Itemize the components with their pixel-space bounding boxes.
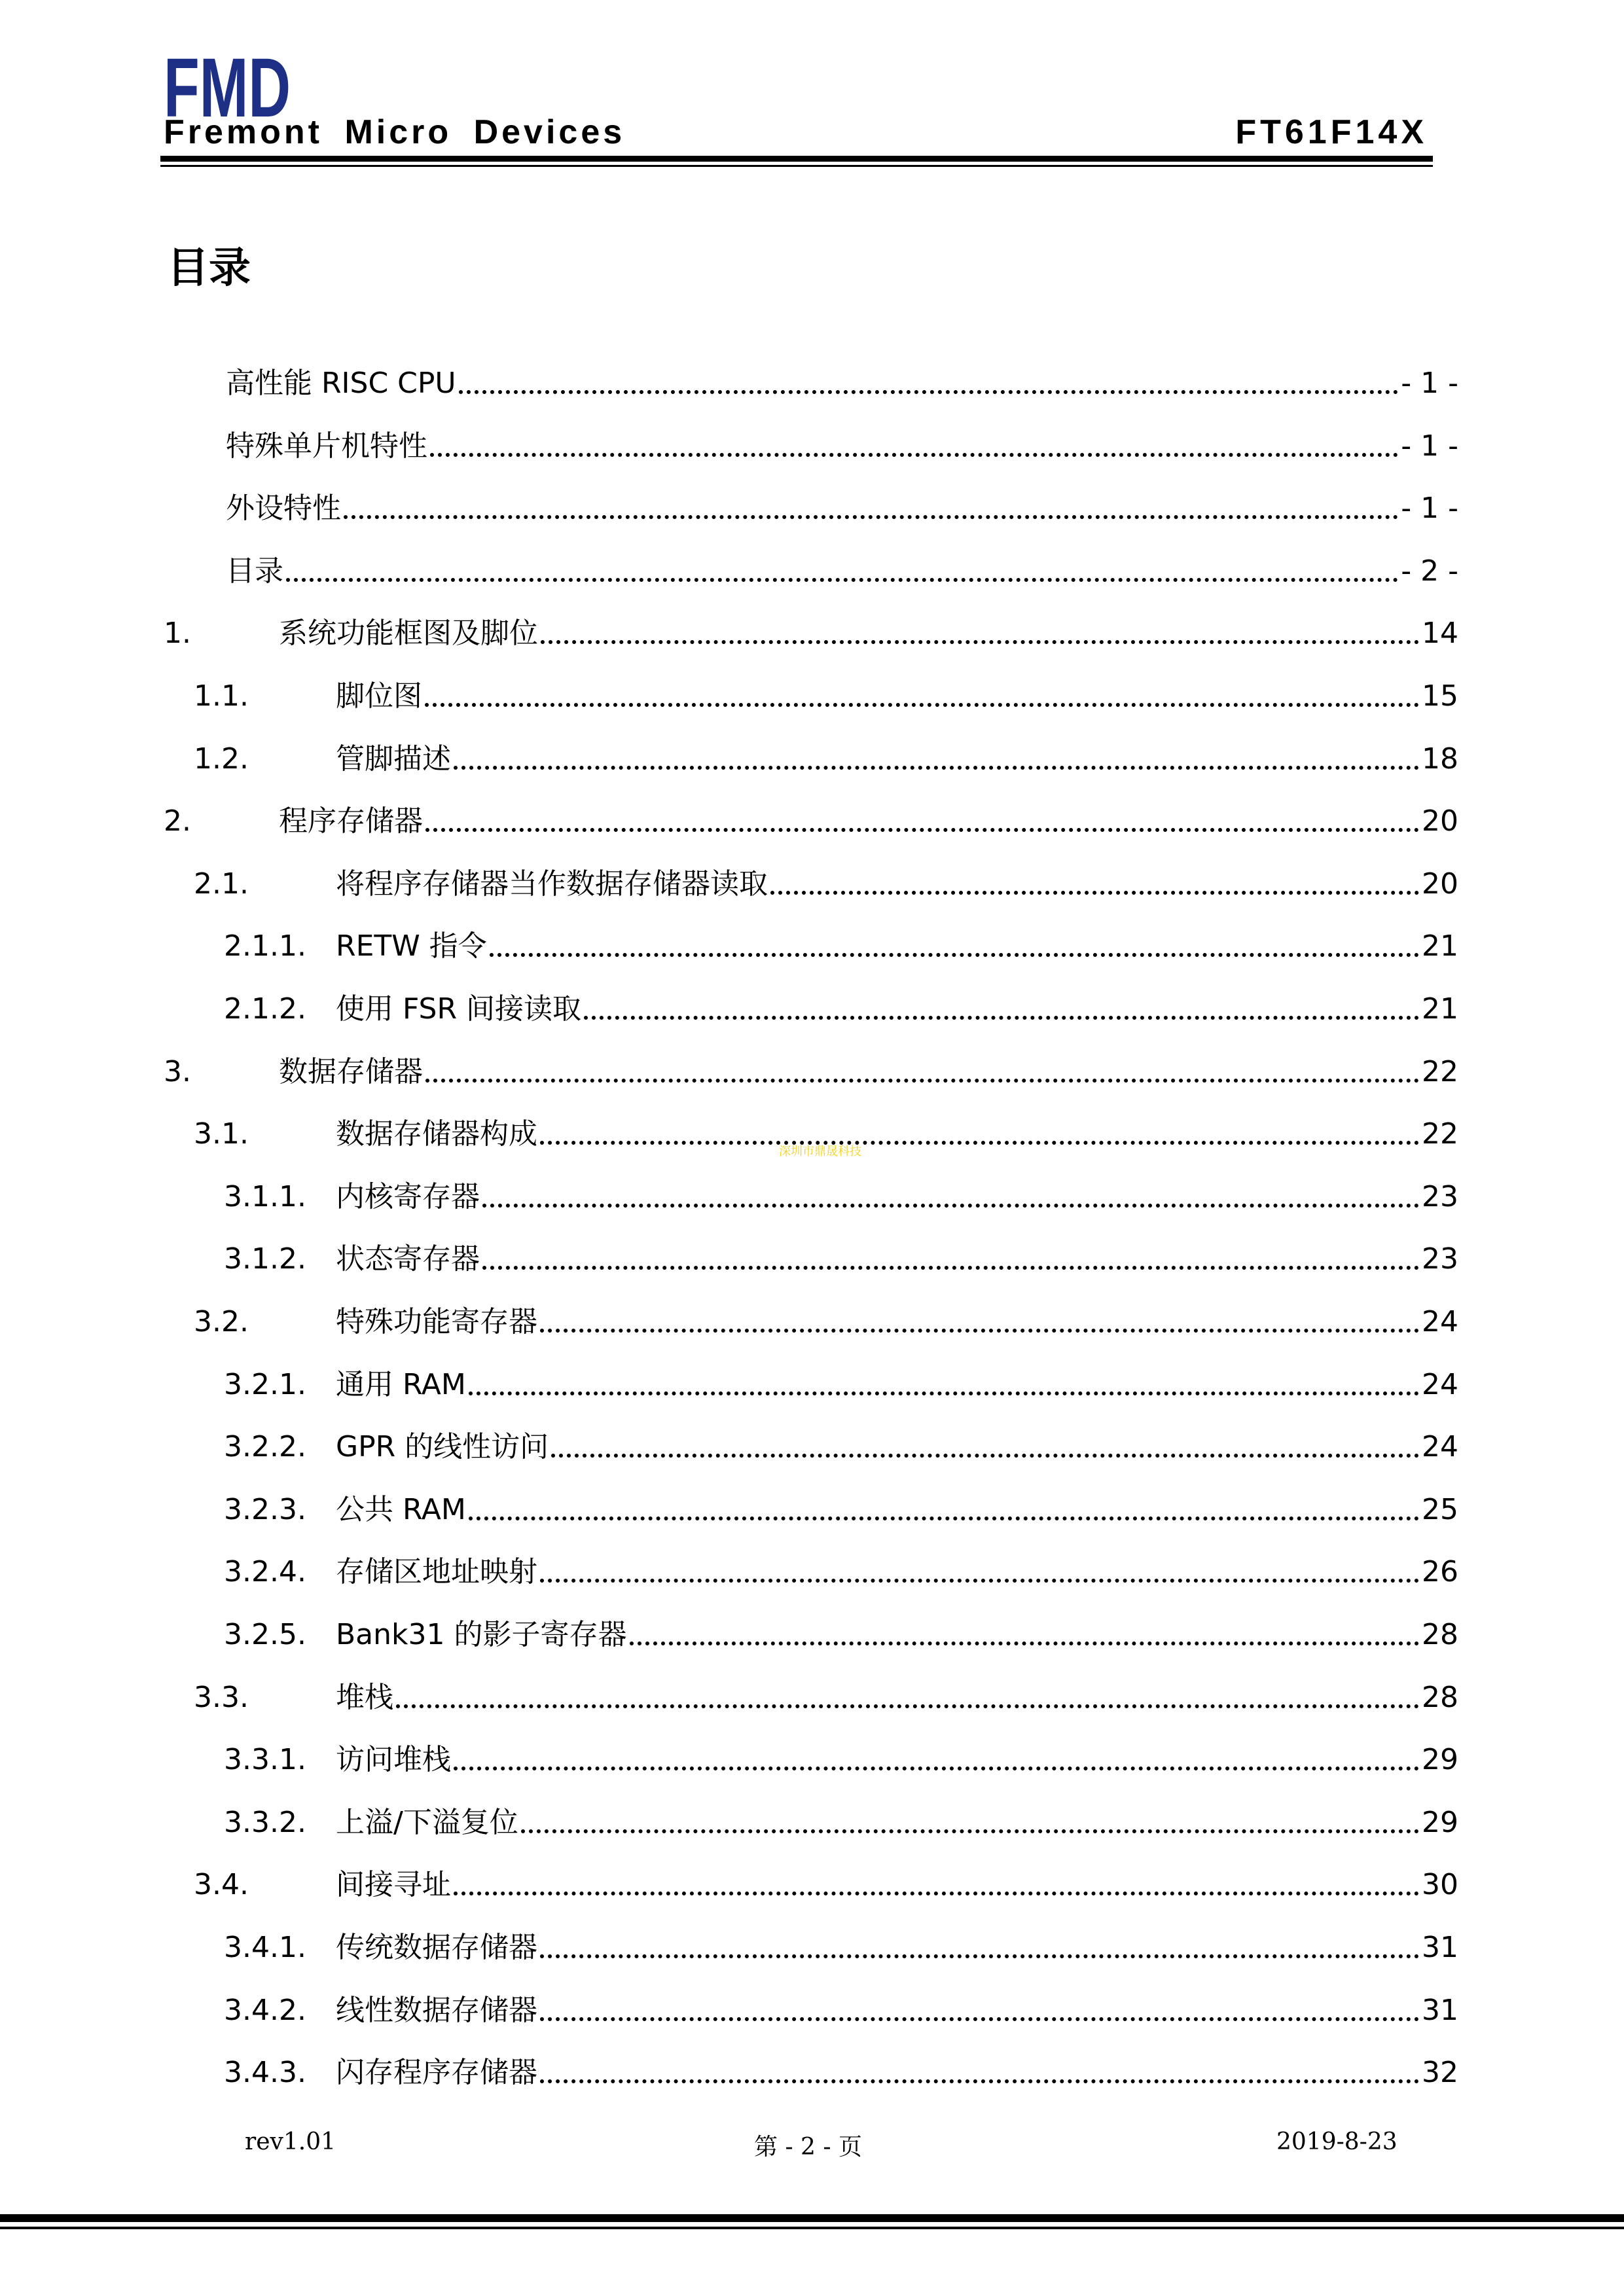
toc-entry[interactable] [224, 1986, 1458, 2025]
toc-entry-page: 18 [1422, 742, 1458, 776]
toc-entry-title: 线性数据存储器 [336, 1993, 537, 2027]
dot-leader [454, 1892, 1419, 1895]
toc-entry-title: Bank31 的影子寄存器 [336, 1618, 627, 1651]
toc-entry-number: 3.2. [194, 1305, 249, 1338]
dot-leader [541, 640, 1419, 644]
part-number: FT61F14X [1235, 113, 1428, 151]
dot-leader [425, 1079, 1419, 1083]
dot-leader [540, 2079, 1419, 2083]
toc-entry-title: 公共 RAM [336, 1492, 466, 1526]
dot-leader [540, 1329, 1419, 1333]
toc-entry-page: 26 [1422, 1555, 1458, 1589]
toc-entry-number: 3.4.2. [224, 1993, 306, 2027]
dot-leader [425, 828, 1419, 832]
toc-entry-page: 21 [1422, 929, 1458, 963]
toc-entry-page: 32 [1422, 2056, 1458, 2090]
dot-leader [770, 891, 1419, 895]
toc-entry-title: 脚位图 [336, 679, 422, 713]
toc-entry-title: 闪存程序存储器 [336, 2056, 537, 2090]
toc-heading: 目录 [167, 244, 251, 293]
footer-rule-thin [0, 2227, 1624, 2229]
toc-entry-number: 2.1.2. [224, 992, 306, 1026]
toc-entry-title: GPR 的线性访问 [336, 1430, 549, 1464]
toc-entry-number: 1.1. [194, 679, 249, 713]
toc-entry-page: 31 [1422, 1931, 1458, 1964]
toc-entry[interactable] [224, 1547, 1458, 1587]
toc-entry[interactable] [226, 359, 1458, 398]
toc-entry-page: - 1 - [1401, 367, 1458, 400]
toc-entry-title: 将程序存储器当作数据存储器读取 [336, 867, 768, 901]
toc-entry-page: 22 [1422, 1054, 1458, 1088]
toc-entry-page: 31 [1422, 1993, 1458, 2027]
dot-leader [540, 1579, 1419, 1583]
toc-entry-title: 数据存储器 [279, 1054, 423, 1088]
toc-entry[interactable] [224, 1923, 1458, 1962]
toc-entry-page: 29 [1422, 1805, 1458, 1839]
toc-entry-title: 上溢/下溢复位 [336, 1805, 518, 1839]
toc-entry-page: - 2 - [1401, 554, 1458, 588]
toc-entry-title: 访问堆栈 [336, 1743, 451, 1777]
toc-entry[interactable] [194, 734, 1458, 774]
toc-entry-number: 3.2.4. [224, 1555, 306, 1589]
dot-leader [344, 515, 1398, 519]
toc-entry[interactable] [226, 484, 1458, 526]
company-name: Fremont Micro Devices [164, 113, 626, 151]
toc-entry-page: - 1 - [1401, 429, 1458, 463]
toc-entry-number: 1.2. [194, 742, 249, 776]
dot-leader [540, 1141, 1419, 1145]
toc-entry-number: 3.4. [194, 1868, 249, 1902]
toc-entry[interactable] [164, 609, 1458, 651]
toc-entry-page: 20 [1422, 804, 1458, 838]
toc-entry-number: 3.2.1. [224, 1367, 306, 1401]
dot-leader [540, 1954, 1419, 1958]
toc-entry[interactable] [224, 1172, 1458, 1211]
toc-entry-page: 23 [1422, 1242, 1458, 1276]
dot-leader [540, 2017, 1419, 2021]
toc-entry[interactable] [224, 984, 1458, 1024]
dot-leader [482, 1204, 1419, 1208]
dot-leader [425, 703, 1419, 707]
toc-entry-page: 15 [1422, 679, 1458, 713]
toc-entry-title: 特殊单片机特性 [226, 429, 427, 463]
dot-leader [454, 766, 1419, 770]
toc-entry-number: 3.2.5. [224, 1618, 306, 1651]
toc-entry-number: 2.1. [194, 867, 249, 901]
toc-entry-number: 3.1.2. [224, 1242, 306, 1276]
toc-entry[interactable] [226, 547, 1458, 586]
toc-entry-title: 数据存储器构成 [336, 1117, 537, 1151]
toc-entry-number: 3.3.1. [224, 1743, 306, 1777]
toc-entry-number: 3.4.1. [224, 1931, 306, 1964]
toc-entry[interactable] [226, 422, 1458, 461]
toc-entry-title: 管脚描述 [336, 742, 451, 776]
footer-date: 2019-8-23 [1276, 2128, 1398, 2155]
toc-entry-number: 3.3. [194, 1680, 249, 1714]
toc-entry-page: 24 [1422, 1305, 1458, 1338]
dot-leader [469, 1391, 1419, 1395]
toc-entry-page: 30 [1422, 1868, 1458, 1902]
dot-leader [430, 453, 1398, 457]
dot-leader [396, 1704, 1419, 1708]
dot-leader [521, 1829, 1419, 1833]
toc-entry-page: 23 [1422, 1179, 1458, 1213]
dot-leader [482, 1266, 1419, 1270]
toc-entry-title: RETW 指令 [336, 929, 487, 963]
toc-entry[interactable] [164, 797, 1458, 836]
dot-leader [630, 1641, 1420, 1645]
toc-entry-title: 高性能 RISC CPU [226, 367, 456, 400]
toc-entry-title: 目录 [226, 554, 283, 588]
toc-entry-number: 3.2.3. [224, 1492, 306, 1526]
toc-entry[interactable] [194, 859, 1458, 899]
toc-entry-page: 14 [1422, 617, 1458, 651]
toc-entry-title: 状态寄存器 [336, 1242, 480, 1276]
toc-entry[interactable] [164, 1047, 1458, 1086]
dot-leader [584, 1016, 1419, 1020]
toc-entry-title: 间接寻址 [336, 1868, 451, 1902]
toc-entry-page: 29 [1422, 1743, 1458, 1777]
toc-entry-title: 系统功能框图及脚位 [279, 617, 538, 651]
toc-entry-page: 20 [1422, 867, 1458, 901]
header-rule-thick [160, 156, 1433, 162]
toc-entry-title: 存储区地址映射 [336, 1555, 537, 1589]
toc-entry-title: 使用 FSR 间接读取 [336, 992, 582, 1026]
toc-entry-number: 3. [164, 1054, 191, 1088]
dot-leader [454, 1767, 1419, 1770]
watermark-text: 深圳市鼎晟科技 [779, 1145, 861, 1158]
toc-entry[interactable] [224, 922, 1458, 961]
logo-text: FMD [164, 41, 291, 135]
toc-entry[interactable] [224, 1735, 1458, 1777]
toc-entry-number: 3.1.1. [224, 1179, 306, 1213]
toc-entry[interactable] [224, 1422, 1458, 1462]
toc-entry[interactable] [224, 1610, 1458, 1649]
toc-entry-title: 特殊功能寄存器 [336, 1305, 537, 1338]
toc-entry-title: 通用 RAM [336, 1367, 466, 1401]
dot-leader [551, 1454, 1419, 1458]
toc-entry-page: 24 [1422, 1430, 1458, 1464]
toc-entry-page: 28 [1422, 1618, 1458, 1651]
toc-entry[interactable] [224, 1798, 1458, 1837]
toc-entry-page: 28 [1422, 1680, 1458, 1714]
toc-entry-number: 1. [164, 617, 191, 651]
toc-entry[interactable] [224, 1485, 1458, 1524]
toc-entry-number: 3.4.3. [224, 2056, 306, 2090]
toc-entry-number: 2. [164, 804, 191, 838]
toc-entry[interactable] [194, 1673, 1458, 1712]
dot-leader [459, 390, 1399, 394]
toc-entry[interactable] [194, 1297, 1458, 1336]
footer-page-label: 第 - 2 - 页 [754, 2134, 863, 2161]
header-rule-thin [160, 165, 1433, 167]
fmd-logo [164, 41, 291, 135]
dot-leader [469, 1516, 1419, 1520]
toc-entry-title: 外设特性 [226, 492, 341, 526]
toc-entry-page: - 1 - [1401, 492, 1458, 526]
toc-entry-number: 2.1.1. [224, 929, 306, 963]
toc-entry-number: 3.1. [194, 1117, 249, 1151]
footer-revision: rev1.01 [245, 2128, 336, 2155]
toc-entry[interactable] [194, 1860, 1458, 1902]
toc-entry-page: 22 [1422, 1117, 1458, 1151]
toc-entry[interactable] [224, 1234, 1458, 1274]
toc-entry-page: 25 [1422, 1492, 1458, 1526]
toc-entry-title: 传统数据存储器 [336, 1931, 537, 1964]
toc-entry-number: 3.3.2. [224, 1805, 306, 1839]
toc-entry-title: 堆栈 [336, 1680, 393, 1714]
toc-entry-title: 程序存储器 [279, 804, 423, 838]
toc-entry-number: 3.2.2. [224, 1430, 306, 1464]
footer-rule-thick [0, 2214, 1624, 2222]
toc-entry-page: 21 [1422, 992, 1458, 1026]
toc-entry[interactable] [224, 2048, 1458, 2090]
toc-entry[interactable] [194, 672, 1458, 711]
toc-entry-page: 24 [1422, 1367, 1458, 1401]
toc-entry-title: 内核寄存器 [336, 1179, 480, 1213]
dot-leader [490, 953, 1419, 957]
dot-leader [286, 578, 1398, 582]
toc-entry[interactable] [224, 1360, 1458, 1399]
